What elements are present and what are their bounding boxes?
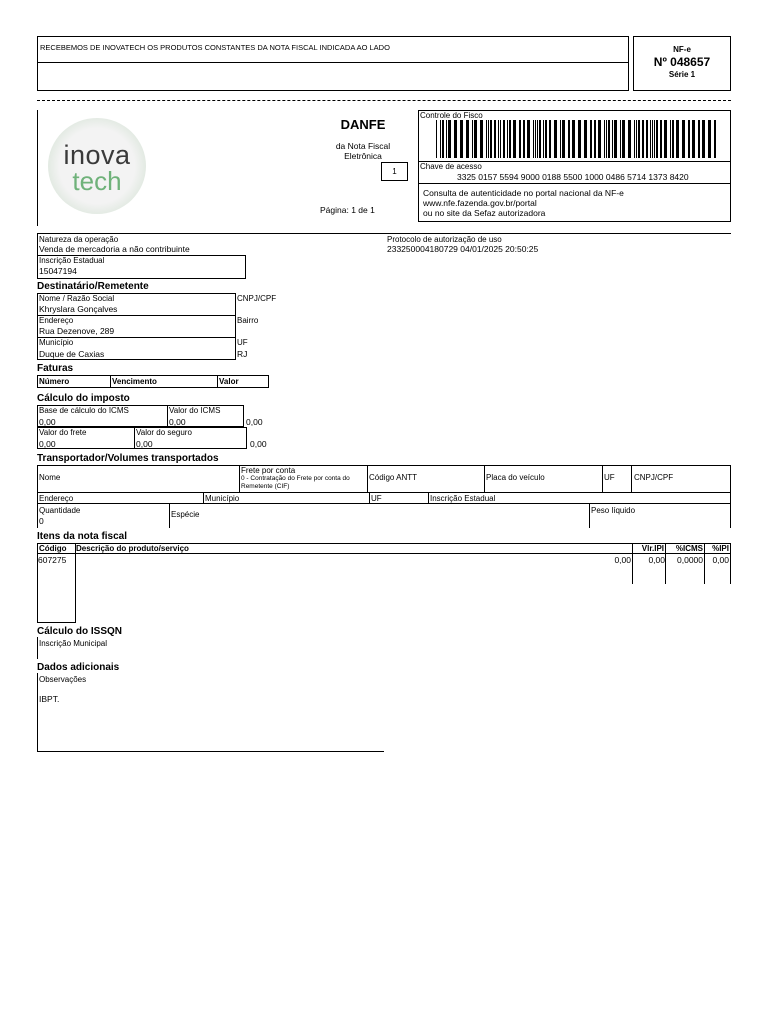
transp-frete-value: 0 - Contratação do Frete por conta do Remetente (CIF) (241, 475, 350, 490)
dest-uf-label: UF (237, 338, 248, 347)
ie-label: Inscrição Estadual (39, 256, 105, 265)
imposto-title: Cálculo do imposto (37, 393, 130, 404)
frete-value: 0,00 (39, 439, 56, 449)
transp-quantidade-value: 0 (39, 516, 44, 526)
transp-sep-placa (484, 465, 485, 493)
transp-sep-especie (169, 504, 170, 528)
dest-cnpj-label: CNPJ/CPF (237, 294, 277, 303)
consulta-line3: ou no site da Sefaz autorizadora (423, 208, 546, 218)
destinatario-title: Destinatário/Remetente (37, 281, 149, 292)
ie-value: 15047194 (39, 266, 77, 276)
transp-sep-uf (602, 465, 603, 493)
issqn-im-label: Inscrição Municipal (39, 639, 108, 648)
protocolo-label: Protocolo de autorização de uso (387, 235, 502, 244)
natureza-value: Venda de mercadoria a não contribuinte (39, 244, 190, 254)
valor-icms-label: Valor do ICMS (169, 406, 221, 415)
adicionais-box (37, 673, 384, 752)
natureza-label: Natureza da operação (39, 235, 119, 244)
dest-endereco-label: Endereço (39, 316, 74, 325)
transp-antt-label: Código ANTT (369, 473, 418, 482)
chave-value: 3325 0157 5594 9000 0188 5500 1000 0486 5714 1373 8420 (457, 172, 689, 182)
header-left-border (37, 110, 38, 226)
controle-fisco-label: Controle do Fisco (420, 111, 483, 120)
transp-sep-frete (239, 465, 240, 493)
faturas-sep1 (110, 375, 111, 388)
transp-especie-label: Espécie (171, 510, 200, 519)
transp-frete-label: Frete por conta (241, 466, 296, 475)
dest-uf-value: RJ (237, 349, 248, 359)
transp-quantidade-label: Quantidade (39, 506, 81, 515)
logo-text-inova: inova (63, 140, 131, 170)
copy-number: 1 (392, 167, 397, 176)
receipt-divider (37, 62, 629, 63)
transp-right (730, 504, 731, 528)
imposto-extra1: 0,00 (246, 417, 263, 427)
valor-icms-value: 0,00 (169, 417, 186, 427)
itens-col-vlripi: Vlr.IPI (641, 544, 664, 553)
dest-nome-label: Nome / Razão Social (39, 294, 115, 303)
transp-peso-label: Peso líquido (591, 506, 636, 515)
danfe-subtitle1: da Nota Fiscal (335, 141, 391, 151)
adicionais-title: Dados adicionais (37, 662, 120, 673)
itens-col-ipi: %IPI (712, 544, 729, 553)
itens-col-codigo: Código (39, 544, 67, 553)
barcode (436, 120, 718, 158)
nfe-number: Nº 048657 (653, 55, 711, 69)
adicionais-obs-label: Observações (39, 675, 87, 684)
dest-municipio-label: Município (39, 338, 74, 347)
itens-title: Itens da nota fiscal (37, 531, 128, 542)
transp-placa-label: Placa do veículo (486, 473, 545, 482)
transp-sep-peso (589, 504, 590, 528)
frete-label: Valor do frete (39, 428, 87, 437)
issqn-title: Cálculo do ISSQN (37, 626, 123, 637)
logo-text-tech: tech (72, 166, 122, 196)
transp-sep-ie (428, 493, 429, 504)
itens-col-descricao: Descrição do produto/serviço (76, 544, 189, 553)
transp-sep-cnpj (631, 465, 632, 493)
item-valor: 0,00 (614, 555, 631, 565)
faturas-col-vencimento: Vencimento (112, 377, 157, 386)
dest-endereco-value: Rua Dezenove, 289 (39, 326, 115, 336)
base-icms-label: Base de cálculo do ICMS (39, 406, 129, 415)
issqn-left-line (37, 637, 38, 659)
transp-uf-label: UF (604, 473, 615, 482)
danfe-subtitle2: Eletrônica (344, 151, 382, 161)
imposto-extra2: 0,00 (250, 439, 267, 449)
consulta-line1: Consulta de autenticidade no portal nacional da NF-e (423, 188, 624, 198)
cut-line (37, 100, 731, 101)
faturas-col-numero: Número (39, 377, 70, 386)
transporte-title: Transportador/Volumes transportados (37, 453, 219, 464)
seguro-label: Valor do seguro (136, 428, 192, 437)
transp-municipio-label: Município (205, 494, 240, 503)
consulta-line2: www.nfe.fazenda.gov.br/portal (423, 198, 537, 208)
transp-ie-label: Inscrição Estadual (430, 494, 496, 503)
transp-cnpj-label: CNPJ/CPF (634, 473, 674, 482)
transp-nome-label: Nome (39, 473, 61, 482)
transp-uf2-label: UF (371, 494, 382, 503)
itens-col-icms: %ICMS (675, 544, 703, 553)
dest-municipio-value: Duque de Caxias (39, 349, 105, 359)
transp-endereco-label: Endereço (39, 494, 74, 503)
seguro-value: 0,00 (136, 439, 153, 449)
page-indicator: Página: 1 de 1 (320, 205, 375, 215)
operacao-top-line (37, 233, 731, 234)
nfe-serie: Série 1 (668, 70, 696, 79)
transp-sep-uf2 (369, 493, 370, 504)
transp-sep-municipio (203, 493, 204, 504)
transporte-row2 (37, 493, 731, 504)
base-icms-value: 0,00 (39, 417, 56, 427)
dest-bairro-label: Bairro (237, 316, 259, 325)
protocolo-value: 233250004180729 04/01/2025 20:50:25 (387, 244, 539, 254)
item-vlripi: 0,00 (648, 555, 665, 565)
adicionais-obs-value: IBPT. (39, 694, 60, 704)
item-codigo: 607275 (38, 555, 67, 565)
item-ipi: 0,00 (712, 555, 729, 565)
nfe-label: NF-e (673, 45, 691, 54)
chave-label: Chave de acesso (420, 162, 482, 171)
receipt-text: RECEBEMOS DE INOVATECH OS PRODUTOS CONSTANTES DA NOTA FISCAL INDICADA AO LADO (40, 43, 390, 52)
consulta-divider (418, 183, 731, 184)
table-row (37, 555, 731, 565)
faturas-sep2 (217, 375, 218, 388)
faturas-title: Faturas (37, 363, 74, 374)
transp-qty-left (37, 504, 38, 528)
faturas-col-valor: Valor (219, 377, 239, 386)
dest-nome-value: Khryslara Gonçalves (39, 304, 118, 314)
transp-sep-antt (367, 465, 368, 493)
danfe-title: DANFE (340, 117, 386, 132)
item-icms: 0,0000 (677, 555, 703, 565)
